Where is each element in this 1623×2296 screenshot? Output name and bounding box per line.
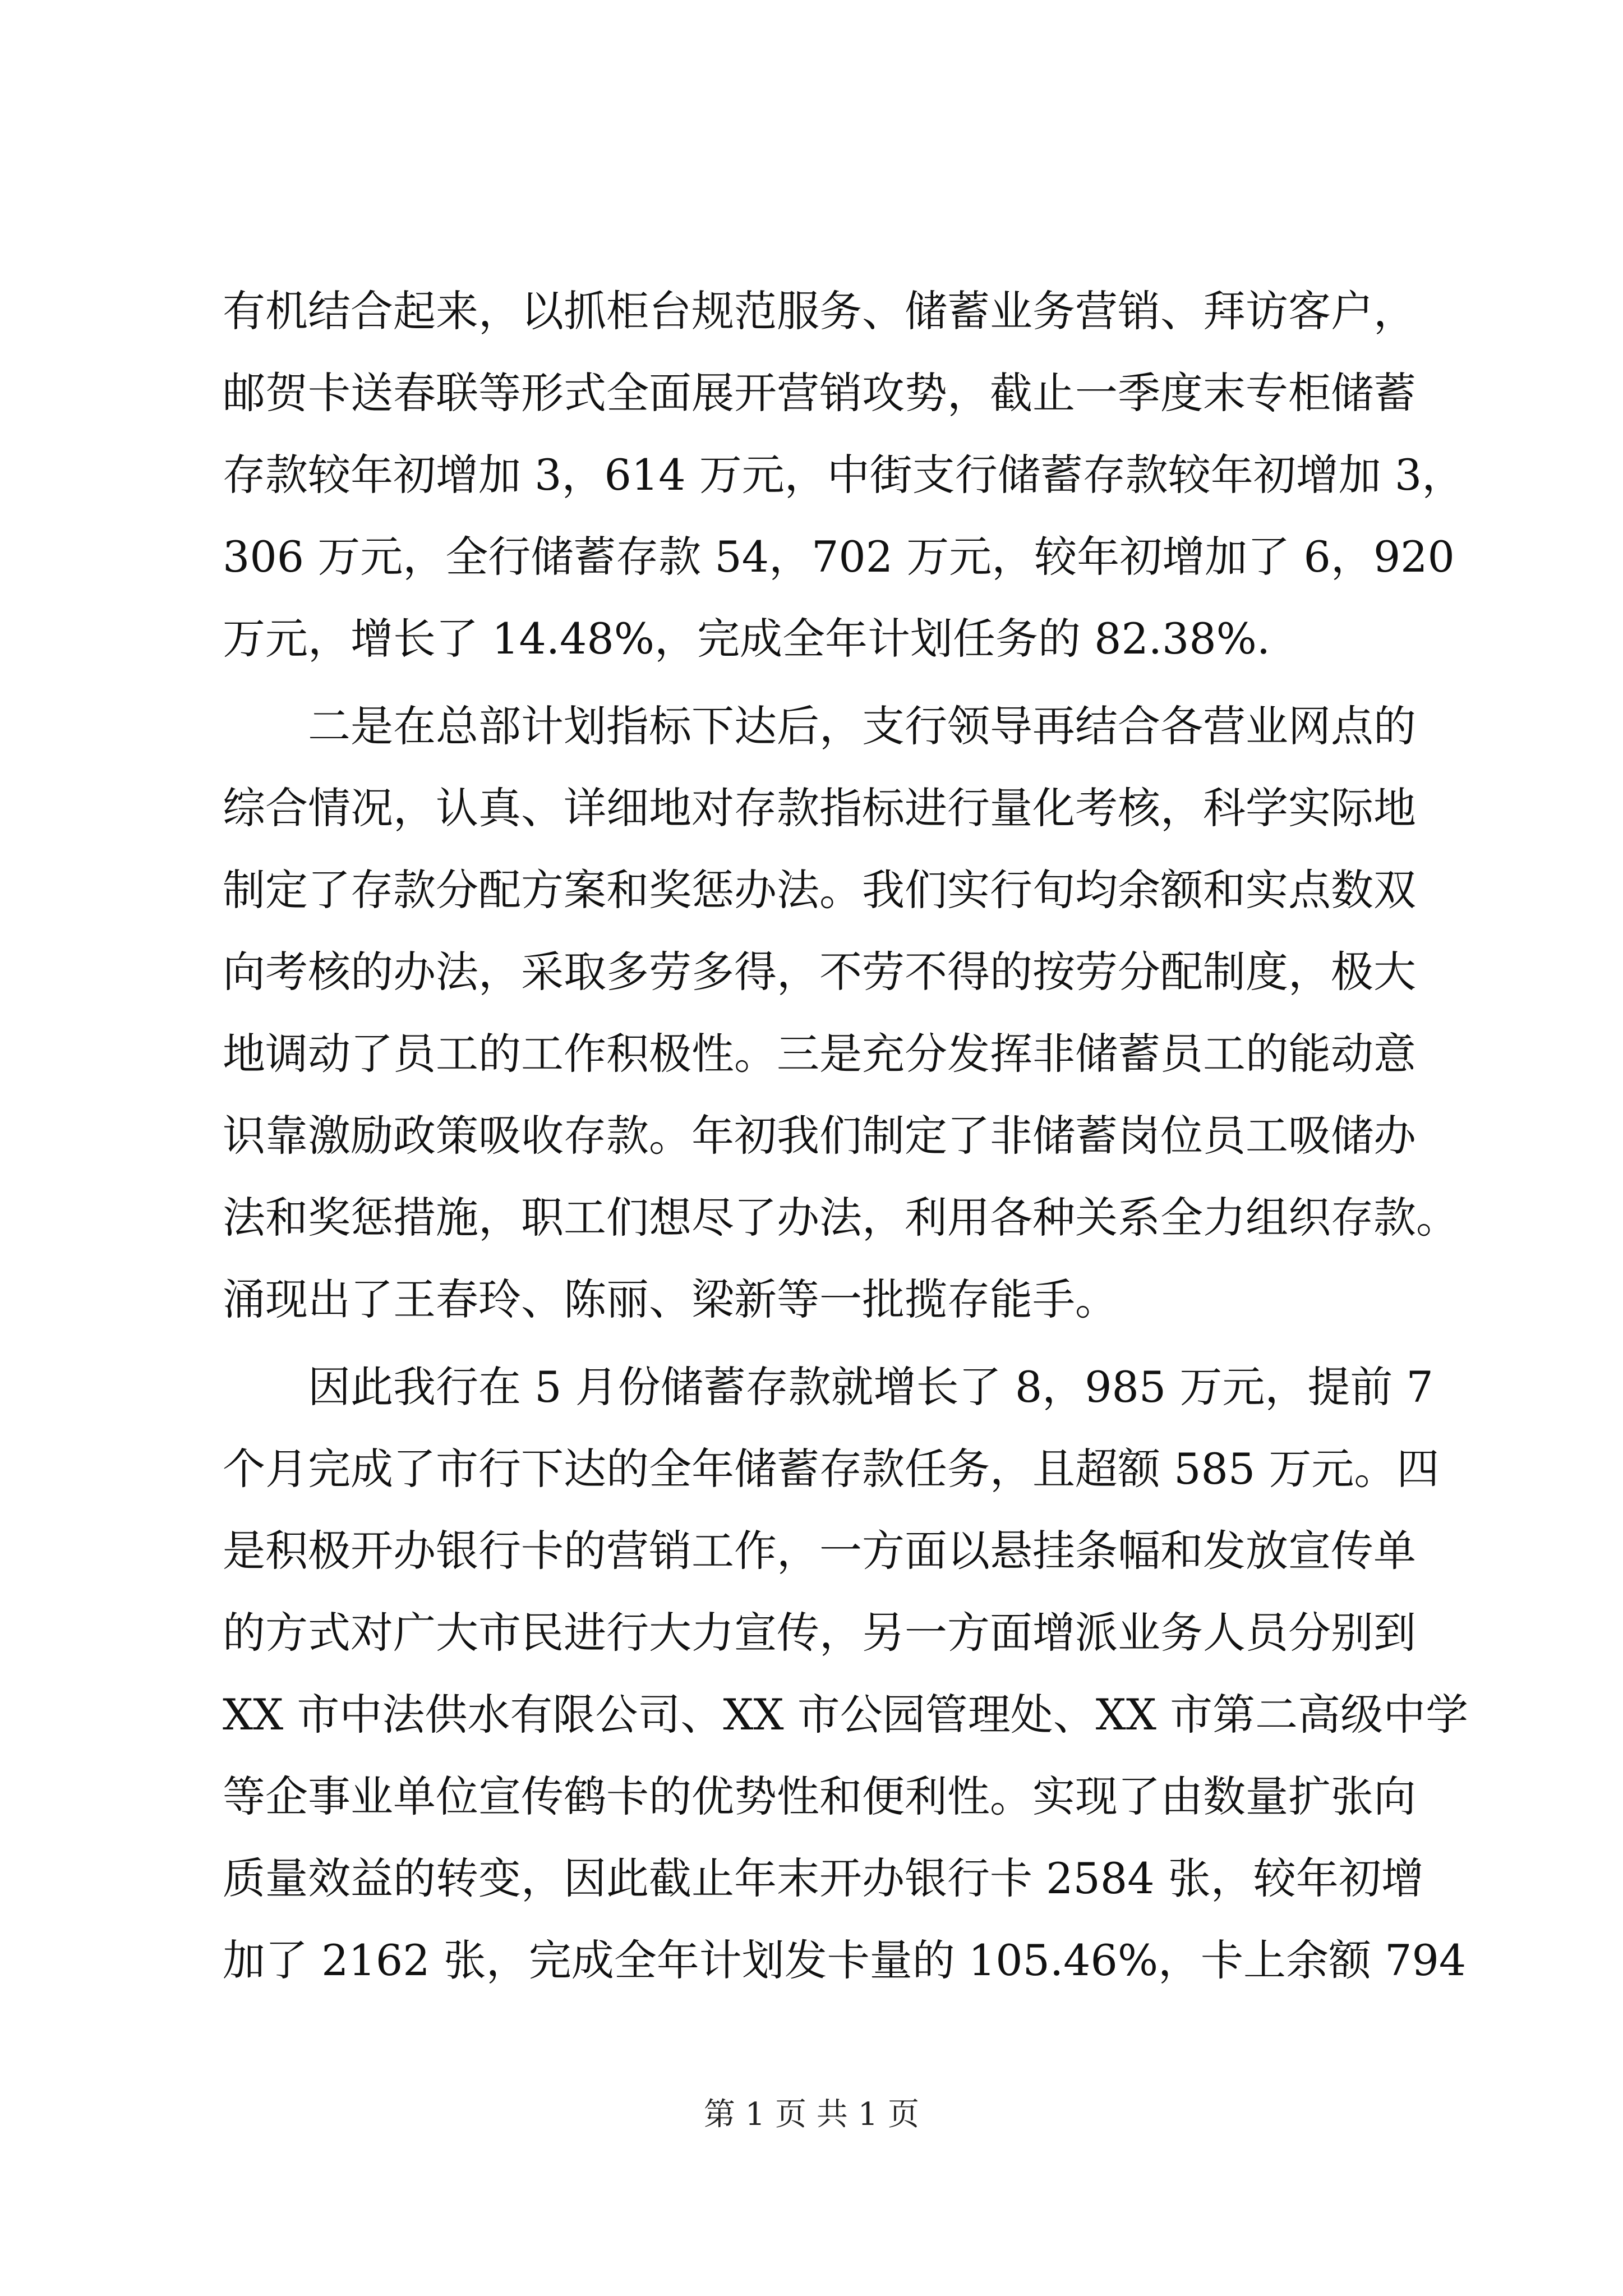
page-footer: 第 1 页 共 1 页 [703, 2096, 920, 2133]
text-line: 个月完成了市行下达的全年储蓄存款任务，且超额 585 万元。四 [223, 1444, 1440, 1494]
body-text [223, 270, 1469, 2001]
text-line: 二是在总部计划指标下达后，支行领导再结合各营业网点的 [308, 701, 1416, 751]
text-line: 涌现出了王春玲、陈丽、梁新等一批揽存能手。 [223, 1274, 1118, 1324]
text-line: 万元，增长了 14.48%，完成全年计划任务的 82.38%. [223, 614, 1271, 664]
text-line: 邮贺卡送春联等形式全面展开营销攻势，截止一季度末专柜储蓄 [223, 368, 1416, 418]
text-line: 306 万元，全行储蓄存款 54，702 万元，较年初增加了 6，920 [223, 532, 1455, 582]
text-line: 地调动了员工的工作积极性。三是充分发挥非储蓄员工的能动意 [223, 1029, 1416, 1079]
text-line: XX 市中法供水有限公司、XX 市公园管理处、XX 市第二高级中学 [223, 1690, 1469, 1740]
text-line: 加了 2162 张，完成全年计划发卡量的 105.46%，卡上余额 794 [223, 1935, 1467, 1985]
text-line: 有机结合起来，以抓柜台规范服务、储蓄业务营销、拜访客户， [223, 286, 1416, 336]
text-line: 向考核的办法，采取多劳多得，不劳不得的按劳分配制度，极大 [223, 947, 1416, 997]
text-line: 因此我行在 5 月份储蓄存款就增长了 8，985 万元，提前 7 [308, 1362, 1433, 1412]
text-line: 的方式对广大市民进行大力宣传，另一方面增派业务人员分别到 [223, 1608, 1416, 1658]
text-line: 等企事业单位宣传鹤卡的优势性和便利性。实现了由数量扩张向 [223, 1772, 1416, 1821]
text-line: 质量效益的转变，因此截止年末开办银行卡 2584 张，较年初增 [223, 1853, 1424, 1903]
text-line: 存款较年初增加 3，614 万元，中街支行储蓄存款较年初增加 3， [223, 450, 1465, 500]
text-line: 识靠激励政策吸收存款。年初我们制定了非储蓄岗位员工吸储办 [223, 1111, 1416, 1161]
text-line: 综合情况，认真、详细地对存款指标进行量化考核，科学实际地 [223, 783, 1416, 833]
text-line: 是积极开办银行卡的营销工作，一方面以悬挂条幅和发放宣传单 [223, 1526, 1416, 1576]
text-line: 法和奖惩措施，职工们想尽了办法，利用各种关系全力组织存款。 [223, 1193, 1459, 1243]
text-line: 制定了存款分配方案和奖惩办法。我们实行旬均余额和实点数双 [223, 865, 1416, 915]
